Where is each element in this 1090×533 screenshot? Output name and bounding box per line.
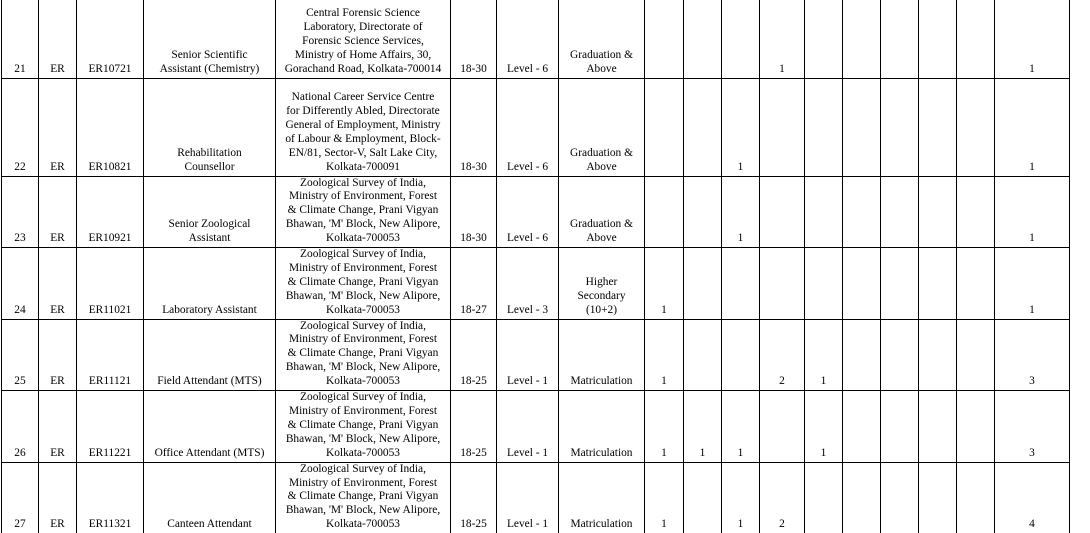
cell-line: Zoological Survey of India, bbox=[300, 319, 426, 332]
cell-line: Zoological Survey of India, bbox=[300, 391, 426, 404]
vacancy-col-5-cell bbox=[805, 176, 843, 248]
vacancy-col-1-cell bbox=[645, 78, 684, 176]
serial-number-cell: 22 bbox=[2, 78, 39, 176]
office-address-cell bbox=[276, 176, 451, 248]
vacancy-col-8-cell bbox=[919, 319, 957, 391]
vacancy-col-8-cell bbox=[919, 176, 957, 248]
cell-line: Kolkata-700091 bbox=[325, 160, 401, 173]
cell-line: Field Attendant (MTS) bbox=[157, 375, 262, 388]
vacancy-col-9-cell bbox=[957, 319, 995, 391]
pay-level-cell: Level - 6 bbox=[497, 78, 559, 176]
cell-line: Zoological Survey of India, bbox=[300, 462, 426, 475]
cell-line: General of Employment, Ministry bbox=[285, 118, 441, 131]
vacancy-col-1-cell: 1 bbox=[645, 319, 684, 391]
cell-line: Bhawan, 'M' Block, New Alipore, bbox=[285, 289, 441, 302]
qualification-cell bbox=[559, 248, 645, 320]
cell-line: Graduation & bbox=[570, 218, 633, 231]
cell-line: (10+2) bbox=[585, 303, 618, 316]
table-row bbox=[2, 462, 1070, 533]
vacancy-col-3-cell bbox=[722, 0, 760, 78]
post-name-cell bbox=[144, 319, 276, 391]
region-cell: ER bbox=[39, 78, 77, 176]
cell-line: Graduation & bbox=[570, 48, 633, 61]
cell-line: Assistant bbox=[188, 232, 231, 245]
cell-line: for Differently Abled, Directorate bbox=[286, 104, 440, 117]
serial-number-cell: 25 bbox=[2, 319, 39, 391]
vacancy-col-5-cell bbox=[805, 462, 843, 533]
vacancy-total-cell: 3 bbox=[995, 319, 1070, 391]
vacancy-col-9-cell bbox=[957, 248, 995, 320]
post-name-cell bbox=[144, 248, 276, 320]
vacancy-col-9-cell bbox=[957, 176, 995, 248]
vacancy-col-6-cell bbox=[843, 391, 881, 463]
cell-line: Ministry of Environment, Forest bbox=[288, 190, 438, 203]
table-row bbox=[2, 176, 1070, 248]
age-limit-cell: 18-30 bbox=[451, 176, 497, 248]
vacancy-col-8-cell bbox=[919, 78, 957, 176]
vacancy-col-2-cell bbox=[684, 248, 722, 320]
cell-line: Kolkata-700053 bbox=[325, 446, 401, 459]
post-code-cell: ER10721 bbox=[77, 0, 144, 78]
vacancy-col-2-cell: 1 bbox=[684, 391, 722, 463]
vacancy-col-5-cell bbox=[805, 78, 843, 176]
qualification-cell bbox=[559, 319, 645, 391]
cell-line: Central Forensic Science bbox=[306, 6, 420, 19]
age-limit-cell: 18-30 bbox=[451, 0, 497, 78]
vacancy-total-cell: 3 bbox=[995, 391, 1070, 463]
office-address-cell bbox=[276, 462, 451, 533]
cell-line: Ministry of Environment, Forest bbox=[288, 333, 438, 346]
cell-line: Counsellor bbox=[184, 160, 235, 173]
region-cell: ER bbox=[39, 462, 77, 533]
post-code-cell: ER11221 bbox=[77, 391, 144, 463]
cell-line: & Climate Change, Prani Vigyan bbox=[287, 275, 439, 288]
vacancy-col-4-cell: 1 bbox=[760, 0, 805, 78]
cell-line: & Climate Change, Prani Vigyan bbox=[287, 490, 439, 503]
serial-number-cell: 21 bbox=[2, 0, 39, 78]
vacancy-col-5-cell bbox=[805, 0, 843, 78]
cell-line: Assistant (Chemistry) bbox=[159, 62, 260, 75]
cell-line: Rehabilitation bbox=[177, 146, 242, 159]
cell-line: Senior Zoological bbox=[168, 218, 251, 231]
vacancy-col-6-cell bbox=[843, 319, 881, 391]
age-limit-cell: 18-30 bbox=[451, 78, 497, 176]
region-cell: ER bbox=[39, 391, 77, 463]
post-name-cell bbox=[144, 78, 276, 176]
vacancy-col-3-cell bbox=[722, 319, 760, 391]
vacancy-col-1-cell: 1 bbox=[645, 391, 684, 463]
cell-line: Ministry of Environment, Forest bbox=[288, 405, 438, 417]
post-name-cell bbox=[144, 176, 276, 248]
office-address-cell bbox=[276, 0, 451, 78]
vacancy-col-9-cell bbox=[957, 78, 995, 176]
table-row bbox=[2, 319, 1070, 391]
qualification-cell bbox=[559, 176, 645, 248]
vacancy-col-6-cell bbox=[843, 78, 881, 176]
vacancy-col-6-cell bbox=[843, 462, 881, 533]
cell-line: Matriculation bbox=[570, 375, 633, 388]
cell-line: Matriculation bbox=[570, 446, 633, 459]
table-row bbox=[2, 78, 1070, 176]
office-address-cell bbox=[276, 78, 451, 176]
post-code-cell: ER10821 bbox=[77, 78, 144, 176]
cell-line: Kolkata-700053 bbox=[325, 518, 401, 531]
cell-line: Bhawan, 'M' Block, New Alipore, bbox=[285, 361, 441, 374]
cell-line: & Climate Change, Prani Vigyan bbox=[287, 204, 439, 217]
vacancy-total-cell: 1 bbox=[995, 78, 1070, 176]
vacancy-col-4-cell: 2 bbox=[760, 462, 805, 533]
vacancy-total-cell: 4 bbox=[995, 462, 1070, 533]
vacancy-col-2-cell bbox=[684, 176, 722, 248]
cell-line: Gorachand Road, Kolkata-700014 bbox=[284, 62, 442, 75]
cell-line: Above bbox=[586, 232, 617, 245]
vacancy-col-7-cell bbox=[881, 248, 919, 320]
pay-level-cell: Level - 6 bbox=[497, 176, 559, 248]
vacancy-col-4-cell: 2 bbox=[760, 319, 805, 391]
vacancy-col-6-cell bbox=[843, 248, 881, 320]
table-row bbox=[2, 391, 1070, 463]
vacancy-col-5-cell: 1 bbox=[805, 391, 843, 463]
serial-number-cell: 27 bbox=[2, 462, 39, 533]
office-address-cell bbox=[276, 319, 451, 391]
vacancy-col-3-cell: 1 bbox=[722, 78, 760, 176]
cell-line: Bhawan, 'M' Block, New Alipore, bbox=[285, 218, 441, 231]
cell-line: Forensic Science Services, bbox=[302, 34, 424, 47]
region-cell: ER bbox=[39, 0, 77, 78]
serial-number-cell: 26 bbox=[2, 391, 39, 463]
cell-line: Office Attendant (MTS) bbox=[154, 446, 265, 459]
cell-line: & Climate Change, Prani Vigyan bbox=[287, 347, 439, 360]
pay-level-cell: Level - 1 bbox=[497, 391, 559, 463]
vacancy-col-4-cell bbox=[760, 248, 805, 320]
post-name-cell bbox=[144, 0, 276, 78]
cell-line: Zoological Survey of India, bbox=[300, 248, 426, 261]
post-code-cell: ER11321 bbox=[77, 462, 144, 533]
qualification-cell bbox=[559, 78, 645, 176]
vacancy-col-4-cell bbox=[760, 176, 805, 248]
cell-line: Matriculation bbox=[570, 518, 633, 531]
cell-line: Ministry of Environment, Forest bbox=[288, 476, 438, 489]
post-code-cell: ER11121 bbox=[77, 319, 144, 391]
cell-line: Kolkata-700053 bbox=[325, 303, 401, 316]
pay-level-cell: Level - 1 bbox=[497, 319, 559, 391]
vacancy-col-9-cell bbox=[957, 462, 995, 533]
qualification-cell bbox=[559, 0, 645, 78]
office-address-cell bbox=[276, 391, 451, 463]
pay-level-cell: Level - 6 bbox=[497, 0, 559, 78]
vacancy-col-3-cell: 1 bbox=[722, 176, 760, 248]
vacancy-col-8-cell bbox=[919, 462, 957, 533]
cell-line: Above bbox=[586, 62, 617, 75]
age-limit-cell: 18-25 bbox=[451, 391, 497, 463]
cell-line: Bhawan, 'M' Block, New Alipore, bbox=[285, 432, 441, 445]
cell-line: Above bbox=[586, 160, 617, 173]
vacancy-col-4-cell bbox=[760, 391, 805, 463]
vacancy-col-3-cell: 1 bbox=[722, 391, 760, 463]
age-limit-cell: 18-27 bbox=[451, 248, 497, 320]
region-cell: ER bbox=[39, 319, 77, 391]
serial-number-cell: 24 bbox=[2, 248, 39, 320]
table-row bbox=[2, 0, 1070, 78]
vacancy-col-2-cell bbox=[684, 78, 722, 176]
cell-line: Senior Scientific bbox=[171, 48, 248, 61]
vacancy-col-8-cell bbox=[919, 248, 957, 320]
vacancy-col-7-cell bbox=[881, 176, 919, 248]
region-cell: ER bbox=[39, 176, 77, 248]
vacancy-col-9-cell bbox=[957, 391, 995, 463]
cell-line: Graduation & bbox=[570, 146, 633, 159]
post-code-cell: ER11021 bbox=[77, 248, 144, 320]
cell-line: EN/81, Sector-V, Salt Lake City, bbox=[288, 146, 438, 159]
cell-line: Ministry of Environment, Forest bbox=[288, 261, 438, 274]
post-code-cell: ER10921 bbox=[77, 176, 144, 248]
vacancy-col-7-cell bbox=[881, 319, 919, 391]
cell-line: Kolkata-700053 bbox=[325, 232, 401, 245]
cell-line: Secondary bbox=[577, 289, 626, 302]
cell-line: Higher bbox=[585, 275, 618, 288]
qualification-cell bbox=[559, 391, 645, 463]
vacancy-col-9-cell bbox=[957, 0, 995, 78]
vacancy-total-cell: 1 bbox=[995, 0, 1070, 78]
vacancy-col-6-cell bbox=[843, 0, 881, 78]
vacancy-total-cell: 1 bbox=[995, 176, 1070, 248]
cell-line: Ministry of Home Affairs, 30, bbox=[294, 48, 432, 61]
vacancy-col-2-cell bbox=[684, 462, 722, 533]
cell-line: Laboratory Assistant bbox=[162, 303, 257, 316]
cell-line: National Career Service Centre bbox=[291, 91, 435, 104]
serial-number-cell: 23 bbox=[2, 176, 39, 248]
age-limit-cell: 18-25 bbox=[451, 462, 497, 533]
age-limit-cell: 18-25 bbox=[451, 319, 497, 391]
region-cell: ER bbox=[39, 248, 77, 320]
vacancy-table-body bbox=[2, 0, 1070, 533]
vacancy-col-3-cell: 1 bbox=[722, 462, 760, 533]
vacancy-col-7-cell bbox=[881, 391, 919, 463]
vacancy-col-2-cell bbox=[684, 319, 722, 391]
qualification-cell bbox=[559, 462, 645, 533]
cell-line: & Climate Change, Prani Vigyan bbox=[287, 418, 439, 431]
pay-level-cell: Level - 3 bbox=[497, 248, 559, 320]
vacancy-col-8-cell bbox=[919, 0, 957, 78]
vacancy-col-7-cell bbox=[881, 78, 919, 176]
vacancy-total-cell: 1 bbox=[995, 248, 1070, 320]
vacancy-col-1-cell bbox=[645, 176, 684, 248]
post-name-cell bbox=[144, 462, 276, 533]
cell-line: Bhawan, 'M' Block, New Alipore, bbox=[285, 504, 441, 517]
cell-line: Laboratory, Directorate of bbox=[303, 20, 423, 33]
vacancy-col-7-cell bbox=[881, 0, 919, 78]
cell-line: Kolkata-700053 bbox=[325, 375, 401, 388]
pay-level-cell: Level - 1 bbox=[497, 462, 559, 533]
vacancy-col-3-cell bbox=[722, 248, 760, 320]
vacancy-col-1-cell: 1 bbox=[645, 248, 684, 320]
post-name-cell bbox=[144, 391, 276, 463]
vacancy-col-4-cell bbox=[760, 78, 805, 176]
vacancy-col-8-cell bbox=[919, 391, 957, 463]
vacancy-col-5-cell: 1 bbox=[805, 319, 843, 391]
vacancy-col-5-cell bbox=[805, 248, 843, 320]
vacancy-col-2-cell bbox=[684, 0, 722, 78]
cell-line: Zoological Survey of India, bbox=[300, 176, 426, 189]
cell-line: Canteen Attendant bbox=[167, 518, 252, 531]
vacancy-col-1-cell: 1 bbox=[645, 462, 684, 533]
vacancy-table bbox=[1, 0, 1070, 533]
cell-line: of Labour & Employment, Block- bbox=[285, 132, 441, 145]
table-row bbox=[2, 248, 1070, 320]
vacancy-col-1-cell bbox=[645, 0, 684, 78]
vacancy-col-6-cell bbox=[843, 176, 881, 248]
office-address-cell bbox=[276, 248, 451, 320]
vacancy-col-7-cell bbox=[881, 462, 919, 533]
